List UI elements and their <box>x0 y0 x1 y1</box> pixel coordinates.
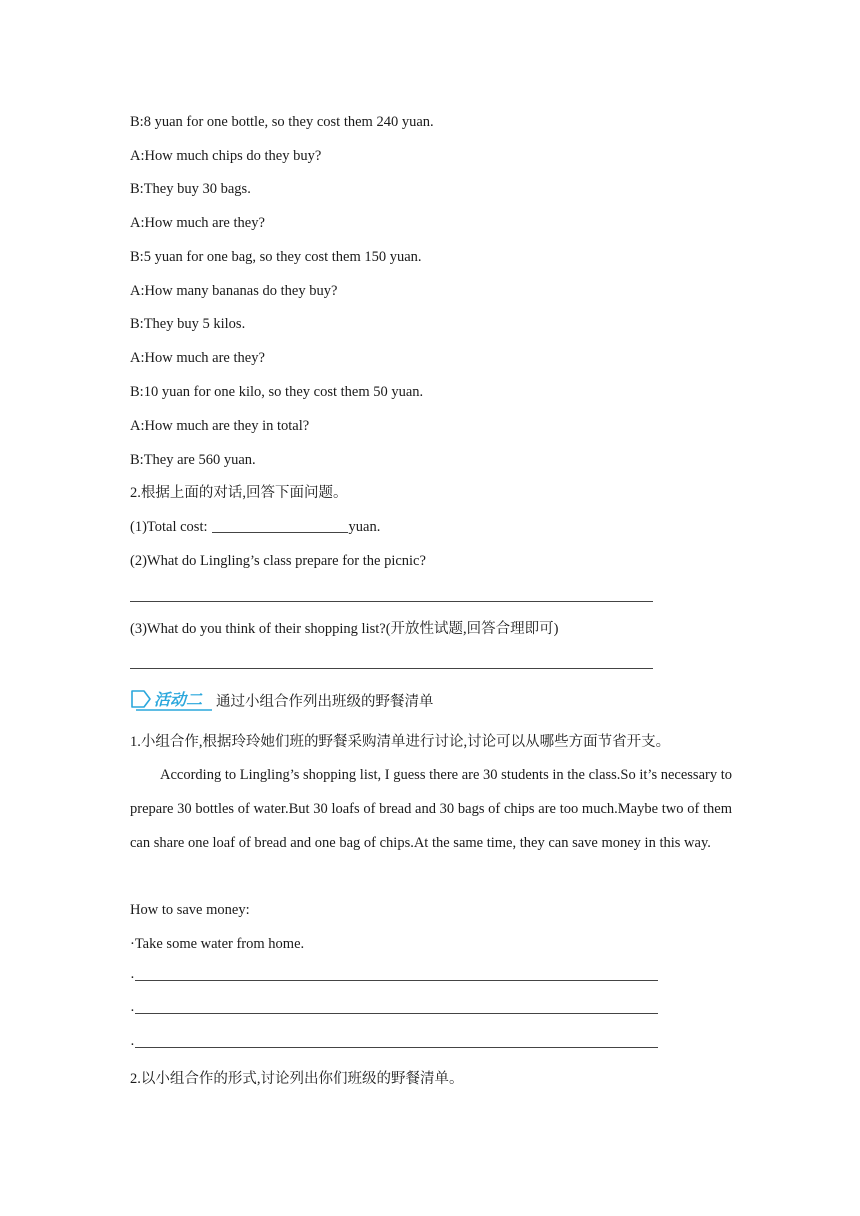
bullet-answer-line[interactable] <box>130 1001 135 1021</box>
dialogue-line: A:How much are they in total? <box>130 418 310 434</box>
activity-badge-icon <box>130 686 212 712</box>
bullet-answer-line[interactable] <box>130 1035 135 1055</box>
dialogue-line: B:They buy 5 kilos. <box>130 316 246 332</box>
total-cost-unit: yuan. <box>348 519 381 535</box>
dialogue-line: A:How many bananas do they buy? <box>130 283 338 299</box>
activity-2-task: 通过小组合作列出班级的野餐清单 <box>216 693 434 710</box>
dialogue-line: A:How much are they? <box>130 350 265 366</box>
answer-line-2-2[interactable] <box>130 601 653 602</box>
save-money-heading: How to save money: <box>130 902 250 918</box>
activity-2-item-2-heading: 2.以小组合作的形式,讨论列出你们班级的野餐清单。 <box>130 1071 464 1087</box>
total-cost-label: (1)Total cost: <box>130 519 208 535</box>
bullet-example: ·Take some water from home. <box>130 936 305 952</box>
activity-2-header <box>130 686 434 712</box>
bullet-answer-line[interactable] <box>130 968 135 988</box>
dialogue-line: B:They are 560 yuan. <box>130 452 256 468</box>
dialogue-line: A:How much chips do they buy? <box>130 148 322 164</box>
question-2-3: (3)What do you think of their shopping list?(开放性试题,回答合理即可) <box>130 621 559 637</box>
question-2-heading: 2.根据上面的对话,回答下面问题。 <box>130 485 348 501</box>
bullet-mark: · <box>130 970 135 986</box>
bullet-mark: · <box>130 1037 135 1053</box>
activity-2-item-1-heading: 1.小组合作,根据玲玲她们班的野餐采购清单进行讨论,讨论可以从哪些方面节省开支。 <box>130 734 671 750</box>
bullet-mark: · <box>130 1003 135 1019</box>
sample-passage: According to Lingling’s shopping list, I guess there are 30 students in the class.So it’s necessary to prepare 30 bottles of water.But 30 loafs of bread and 30 bags of chips are too much.Maybe two of them can share one loaf of bread and one bag of chips.At the same time, they can save money in this way. <box>130 767 732 851</box>
dialogue-line: A:How much are they? <box>130 215 265 231</box>
dialogue-line: B:They buy 30 bags. <box>130 181 251 197</box>
question-2-2: (2)What do Lingling’s class prepare for the picnic? <box>130 553 426 569</box>
answer-line-2-3[interactable] <box>130 668 653 669</box>
dialogue-line: B:5 yuan for one bag, so they cost them 150 yuan. <box>130 249 422 265</box>
question-2-1 <box>130 517 380 537</box>
total-cost-blank[interactable] <box>212 518 348 533</box>
dialogue-line: B:8 yuan for one bottle, so they cost them 240 yuan. <box>130 114 434 130</box>
activity-badge-label: 活动二 <box>153 690 203 709</box>
dialogue-line: B:10 yuan for one kilo, so they cost them 50 yuan. <box>130 384 424 400</box>
